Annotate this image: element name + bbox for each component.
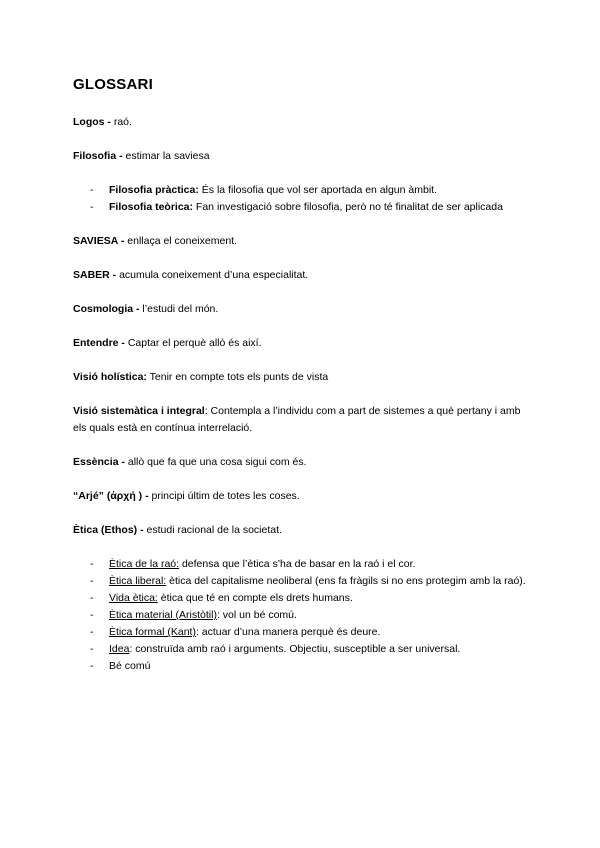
- entry-logos: Logos - raó.: [73, 116, 132, 128]
- list-item: - Ètica material (Aristòtil): vol un bé comú.: [73, 607, 528, 624]
- entry-visio-sistematica: Visió sistemàtica i integral: Contempla a l’individu com a part de sistemes a què pertany i amb els quals està en contínua interrelació.: [73, 405, 521, 434]
- entry-saber: SABER - acumula coneixement d’una especialitat.: [73, 269, 309, 281]
- entry-cosmologia: Cosmologia - l’estudi del món.: [73, 303, 219, 315]
- etica-list: [73, 556, 528, 675]
- entry-visio-holistica: Visió holística: Tenir en compte tots els punts de vista: [73, 371, 329, 383]
- filosofia-list: [73, 182, 528, 216]
- page-title: GLOSSARI: [73, 76, 153, 93]
- entry-arje: “Arjé” (ἀρχή ) - principi últim de totes les coses.: [73, 490, 300, 502]
- entry-essencia: Essència - allò que fa que una cosa sigui com és.: [73, 456, 307, 468]
- list-item: - Filosofia pràctica: És la filosofia que vol ser aportada en algun àmbit.: [73, 182, 528, 199]
- list-item: - Vida ètica: ètica que té en compte els drets humans.: [73, 590, 528, 607]
- list-item: - Filosofia teòrica: Fan investigació sobre filosofia, però no té finalitat de ser aplicada: [73, 199, 528, 216]
- list-item: - Idea: construïda amb raó i arguments. Objectiu, susceptible a ser universal.: [73, 641, 528, 658]
- entry-saviesa: SAVIESA - enllaça el coneixement.: [73, 235, 237, 247]
- list-item: - Bé comú: [73, 658, 528, 675]
- document-page: [73, 73, 528, 692]
- entry-entendre: Entendre - Captar el perquè allò és així.: [73, 337, 262, 349]
- list-item: - Ètica de la raó: defensa que l’ètica s’ha de basar en la raó i el cor.: [73, 556, 528, 573]
- entry-filosofia: Filosofia - estimar la saviesa: [73, 150, 210, 162]
- list-item: - Ètica liberal: ètica del capitalisme neoliberal (ens fa fràgils si no ens protegim amb la raó).: [73, 573, 528, 590]
- entry-etica: Ètica (Ethos) - estudi racional de la societat.: [73, 524, 282, 536]
- list-item: - Ètica formal (Kant): actuar d’una manera perquè és deure.: [73, 624, 528, 641]
